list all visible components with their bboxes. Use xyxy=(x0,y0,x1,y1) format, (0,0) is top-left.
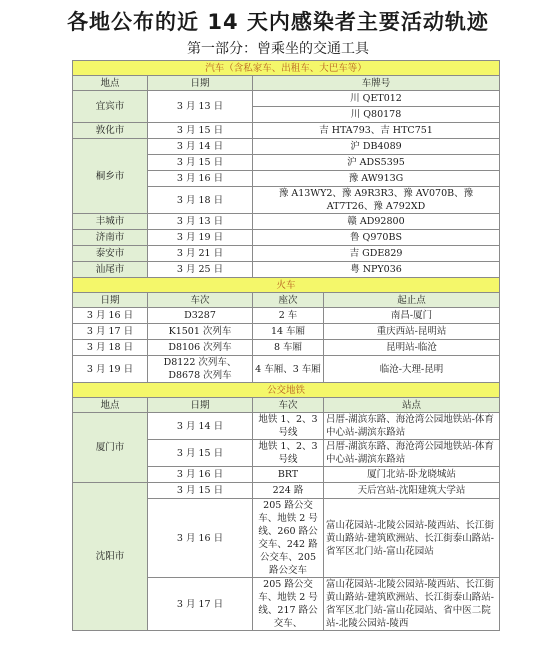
place-cell: 泰安市 xyxy=(73,246,148,262)
column-header: 座次 xyxy=(253,293,324,308)
date-cell: 3 月 17 日 xyxy=(73,324,148,340)
train-cell: D8106 次列车 xyxy=(148,340,253,356)
table-row xyxy=(73,214,500,230)
date-cell: 3 月 16 日 xyxy=(148,499,253,578)
seat-cell: 4 车厢、3 车厢 xyxy=(253,356,324,383)
stops-cell: 富山花园站-北陵公园站-陵西站、长江街黄山路站-建筑欧洲站、长江街泰山路站-省军区北门站-富山花园站、省中医二院站-北陵公园站-陵西 xyxy=(324,578,500,631)
column-header: 地点 xyxy=(73,398,148,413)
plate-cell: 川 QET012 xyxy=(253,91,500,107)
date-cell: 3 月 14 日 xyxy=(148,139,253,155)
train-cell: D3287 xyxy=(148,308,253,324)
seat-cell: 8 车厢 xyxy=(253,340,324,356)
column-header-row xyxy=(73,398,500,413)
date-cell: 3 月 16 日 xyxy=(73,308,148,324)
stops-cell: 富山花园站-北陵公园站-陵西站、长江街黄山路站-建筑欧洲站、长江街泰山路站-省军区北门站-富山花园站 xyxy=(324,499,500,578)
route-cell: 南昌-厦门 xyxy=(324,308,500,324)
table-row xyxy=(73,356,500,383)
date-cell: 3 月 21 日 xyxy=(148,246,253,262)
stops-cell: 天后宫站-沈阳建筑大学站 xyxy=(324,483,500,499)
column-header: 车次 xyxy=(253,398,324,413)
place-cell: 丰城市 xyxy=(73,214,148,230)
train-cell: K1501 次列车 xyxy=(148,324,253,340)
plate-cell: 粤 NPY036 xyxy=(253,262,500,278)
plate-cell: 吉 GDE829 xyxy=(253,246,500,262)
table-row xyxy=(73,483,500,499)
column-header: 日期 xyxy=(148,76,253,91)
table-row xyxy=(73,324,500,340)
plate-cell: 川 Q80178 xyxy=(253,107,500,123)
line-cell: 205 路公交车、地铁 2 号线、260 路公交车、242 路公交车、205 路公交车 xyxy=(253,499,324,578)
date-cell: 3 月 17 日 xyxy=(148,578,253,631)
date-cell: 3 月 15 日 xyxy=(148,123,253,139)
table-row xyxy=(73,91,500,107)
section-header-car xyxy=(73,61,500,76)
page-subtitle: 第一部分：曾乘坐的交通工具 xyxy=(187,41,369,57)
date-cell: 3 月 15 日 xyxy=(148,440,253,467)
line-cell: 地铁 1、2、3 号线 xyxy=(253,440,324,467)
date-cell: 3 月 18 日 xyxy=(73,340,148,356)
place-cell: 厦门市 xyxy=(73,413,148,483)
section-header-transit xyxy=(73,383,500,398)
stops-cell: 吕厝-湖滨东路、海沧湾公园地铁站-体育中心站-湖滨东路站 xyxy=(324,440,500,467)
column-header: 车次 xyxy=(148,293,253,308)
plate-cell: 豫 A13WY2、豫 A9R3R3、豫 AV070B、豫 AT7T26、豫 A792XD xyxy=(253,187,500,214)
date-cell: 3 月 15 日 xyxy=(148,483,253,499)
plate-cell: 沪 DB4089 xyxy=(253,139,500,155)
plate-cell: 豫 AW913G xyxy=(253,171,500,187)
route-cell: 昆明站-临沧 xyxy=(324,340,500,356)
column-header: 车牌号 xyxy=(253,76,500,91)
seat-cell: 2 车 xyxy=(253,308,324,324)
date-cell: 3 月 25 日 xyxy=(148,262,253,278)
line-cell: 地铁 1、2、3 号线 xyxy=(253,413,324,440)
date-cell: 3 月 13 日 xyxy=(148,214,253,230)
activity-table xyxy=(72,60,500,631)
column-header: 日期 xyxy=(148,398,253,413)
column-header-row xyxy=(73,293,500,308)
section-title: 火车 xyxy=(73,278,500,293)
section-header-train xyxy=(73,278,500,293)
table-row xyxy=(73,230,500,246)
column-header: 起止点 xyxy=(324,293,500,308)
table-row xyxy=(73,262,500,278)
stops-cell: 吕厝-湖滨东路、海沧湾公园地铁站-体育中心站-湖滨东路站 xyxy=(324,413,500,440)
train-cell: D8122 次列车、D8678 次列车 xyxy=(148,356,253,383)
table-row xyxy=(73,413,500,440)
place-cell: 宜宾市 xyxy=(73,91,148,123)
date-cell: 3 月 18 日 xyxy=(148,187,253,214)
column-header: 日期 xyxy=(73,293,148,308)
plate-cell: 沪 ADS5395 xyxy=(253,155,500,171)
place-cell: 沈阳市 xyxy=(73,483,148,631)
line-cell: 224 路 xyxy=(253,483,324,499)
date-cell: 3 月 14 日 xyxy=(148,413,253,440)
place-cell: 济南市 xyxy=(73,230,148,246)
date-cell: 3 月 16 日 xyxy=(148,467,253,483)
seat-cell: 14 车厢 xyxy=(253,324,324,340)
table-row xyxy=(73,246,500,262)
table-row xyxy=(73,123,500,139)
column-header: 站点 xyxy=(324,398,500,413)
date-cell: 3 月 19 日 xyxy=(73,356,148,383)
column-header-row xyxy=(73,76,500,91)
page-title: 各地公布的近 14 天内感染者主要活动轨迹 xyxy=(67,10,489,34)
table-row xyxy=(73,340,500,356)
date-cell: 3 月 13 日 xyxy=(148,91,253,123)
place-cell: 敦化市 xyxy=(73,123,148,139)
date-cell: 3 月 19 日 xyxy=(148,230,253,246)
place-cell: 桐乡市 xyxy=(73,139,148,214)
table-row xyxy=(73,308,500,324)
stops-cell: 厦门北站-卧龙晓城站 xyxy=(324,467,500,483)
section-title: 公交地铁 xyxy=(73,383,500,398)
plate-cell: 赣 AD92800 xyxy=(253,214,500,230)
route-cell: 重庆西站-昆明站 xyxy=(324,324,500,340)
route-cell: 临沧-大理-昆明 xyxy=(324,356,500,383)
date-cell: 3 月 16 日 xyxy=(148,171,253,187)
line-cell: 205 路公交车、地铁 2 号线、217 路公交车、 xyxy=(253,578,324,631)
table-row xyxy=(73,139,500,155)
date-cell: 3 月 15 日 xyxy=(148,155,253,171)
plate-cell: 吉 HTA793、吉 HTC751 xyxy=(253,123,500,139)
column-header: 地点 xyxy=(73,76,148,91)
plate-cell: 鲁 Q970BS xyxy=(253,230,500,246)
section-title: 汽车（含私家车、出租车、大巴车等） xyxy=(73,61,500,76)
line-cell: BRT xyxy=(253,467,324,483)
place-cell: 汕尾市 xyxy=(73,262,148,278)
